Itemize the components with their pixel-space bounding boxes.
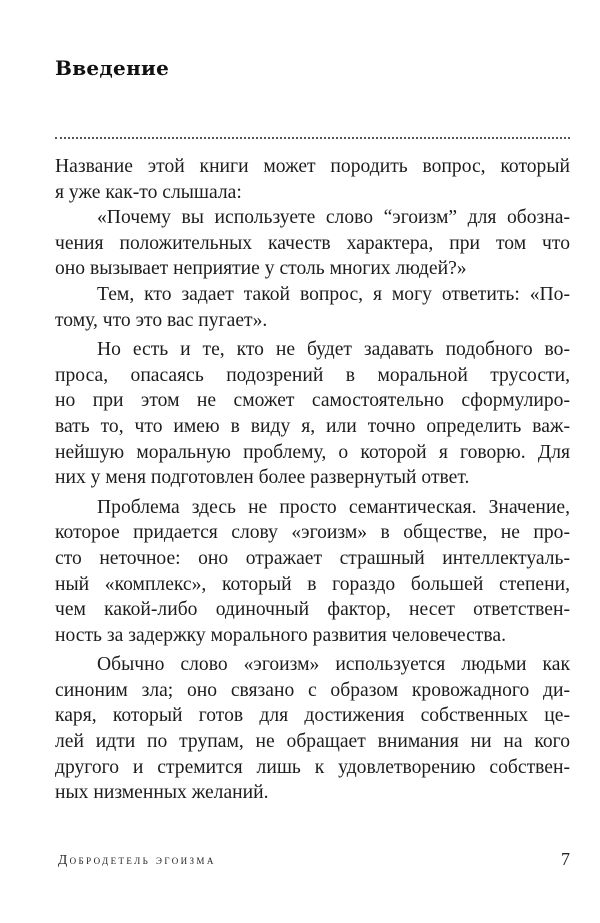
text-line: оно вызывает неприятие у столь многих людей?»: [55, 258, 467, 280]
text-line: тому, что это вас пугает».: [55, 309, 268, 331]
text-line: синоним зла; оно связано с образом кровожадного ди-: [55, 679, 570, 701]
paragraph: [55, 282, 570, 333]
text-line: Обычно слово «эгоизм» используется людьми как: [97, 654, 570, 676]
text-line: ность за задержку морального развития человечества.: [55, 624, 506, 646]
text-line: чем какой-либо одиночный фактор, несет ответствен-: [55, 599, 570, 621]
dotted-divider: [55, 137, 570, 139]
text-line: но при этом не сможет самостоятельно сформулиро-: [55, 390, 570, 412]
text-line: ных низменных желаний.: [55, 782, 269, 804]
text-line: я уже как-то слышала:: [55, 181, 242, 203]
text-line: Тем, кто задает такой вопрос, я могу ответить: «По-: [97, 283, 570, 305]
paragraph: [55, 154, 570, 205]
text-line: ный «комплекс», который в гораздо большей степени,: [55, 573, 570, 595]
text-line: нейшую моральную проблему, о которой я говорю. Для: [55, 441, 570, 463]
text-line: Но есть и те, кто не будет задавать подобного во-: [97, 339, 570, 361]
running-footer-title: Добродетель эгоизма: [58, 852, 216, 867]
text-line: них у меня подготовлен более развернутый ответ.: [55, 467, 470, 489]
text-line: лей идти по трупам, не обращает внимания ни на кого: [55, 731, 570, 753]
text-line: чения положительных качеств характера, при том что: [55, 232, 570, 254]
chapter-body: [55, 154, 570, 806]
text-line: другого и стремится лишь к удовлетворению собствен-: [55, 756, 570, 778]
text-line: Проблема здесь не просто семантическая. Значение,: [97, 496, 570, 518]
text-line: которое придается слову «эгоизм» в обществе, не про-: [55, 522, 570, 544]
text-line: проса, опасаясь подозрений в моральной трусости,: [55, 364, 570, 386]
text-line: Название этой книги может породить вопрос, который: [55, 156, 570, 177]
text-line: сто неточное: оно отражает страшный интеллектуаль-: [55, 547, 570, 569]
text-line: вать то, что имею в виду я, или точно определить важ-: [55, 415, 570, 437]
paragraph: [55, 205, 570, 282]
chapter-heading: Введение: [55, 56, 170, 80]
paragraph: [55, 337, 570, 491]
text-line: каря, который готов для достижения собственных це-: [55, 705, 570, 727]
paragraph: [55, 652, 570, 806]
text-line: «Почему вы используете слово “эгоизм” для обозна-: [97, 207, 570, 229]
paragraph: [55, 495, 570, 649]
page-number: 7: [561, 849, 570, 869]
